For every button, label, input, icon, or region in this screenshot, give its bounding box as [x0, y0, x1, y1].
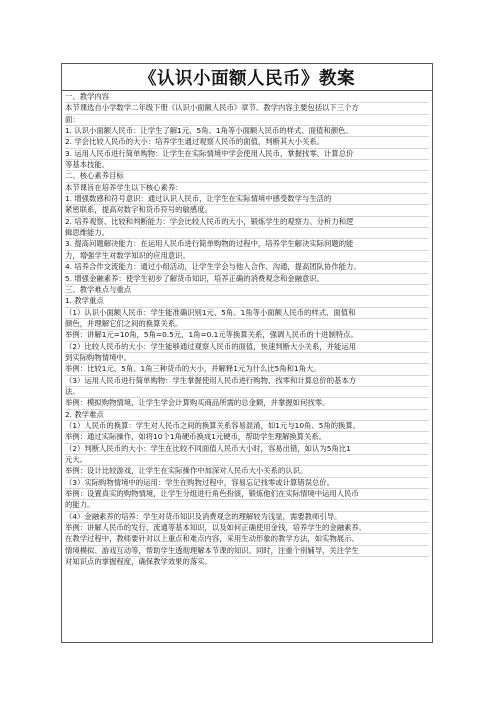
- text-line: 举例：比较1元、5角、1角三种货币的大小，并解释1元为什么比5角和1角大。: [65, 364, 429, 375]
- text-line: 在教学过程中，教师要针对以上重点和难点内容，采用生动形象的教学方法，如实物展示、: [65, 534, 429, 545]
- text-line: 颜色，并理解它们之间的换算关系。: [65, 319, 429, 330]
- text-line: 本节课选自小学数学二年级下册《认识小面额人民币》章节。教学内容主要包括以下三个方: [65, 103, 429, 114]
- text-line: 举例：模拟购物情境，让学生学会计算购买商品所需的总金额，并掌握如何找零。: [65, 398, 429, 409]
- text-line: （2）比较人民币的大小：学生能够通过观察人民币的面值，快速判断大小关系，并能运用: [65, 342, 429, 353]
- text-line: 举例：设置真实的购物情境，让学生分组进行角色扮演，锻炼他们在实际情境中运用人民币: [65, 489, 429, 500]
- text-line: 的能力。: [65, 500, 429, 511]
- text-line: 2. 培养观察、比较和判断能力：学会比较人民币的大小，锻炼学生的观察力、分析力和逻: [65, 217, 429, 228]
- text-line: （3）实际购物情境中的运用：学生在购物过程中，容易忘记找零或计算错误总价。: [65, 478, 429, 489]
- text-line: 举例：通过实际操作，如将10个1角硬币换成1元硬币，帮助学生理解换算关系。: [65, 432, 429, 443]
- document-title: 《认识小面额人民币》教案: [62, 64, 432, 91]
- text-line: 1. 增强数感和符号意识：通过认识人民币，让学生在实际情境中感受数学与生活的: [65, 194, 429, 205]
- lesson-plan-body: [62, 91, 432, 567]
- text-line: （1）认识小面额人民币：学生能准确识别1元、5角、1角等小面额人民币的样式、面值和: [65, 308, 429, 319]
- text-line: 情境模拟、游戏互动等，帮助学生透彻理解本节课的知识。同时，注重个别辅导，关注学生: [65, 546, 429, 557]
- text-line: 等基本技能。: [65, 160, 429, 171]
- text-line: 3. 运用人民币进行简单购物：让学生在实际情境中学会使用人民币，掌握找零、计算总价: [65, 149, 429, 160]
- text-line: 到实际购物情境中。: [65, 353, 429, 364]
- text-line: 举例：讲解1元=10角，5角=0.5元，1角=0.1元等换算关系，强调人民币的十进制特点。: [65, 330, 429, 341]
- text-line: 一、教学内容: [65, 92, 429, 103]
- text-line: 元大。: [65, 455, 429, 466]
- text-line: （4）金融素养的培养：学生对货币知识及消费观念的理解较为浅显，需要教师引导。: [65, 512, 429, 523]
- text-line: 举例：讲解人民币的发行、流通等基本知识，以及如何正确使用金钱，培养学生的金融素养。: [65, 523, 429, 534]
- text-line: 法。: [65, 387, 429, 398]
- text-line: 面：: [65, 115, 429, 126]
- text-line: （2）判断人民币的大小：学生在比较不同面值人民币大小时，容易出错，如认为5角比1: [65, 444, 429, 455]
- text-line: 5. 增强金融素养：使学生初步了解货币知识，培养正确的消费观念和金融意识。: [65, 274, 429, 285]
- text-line: 二、核心素养目标: [65, 171, 429, 182]
- text-line: 2. 教学难点: [65, 410, 429, 421]
- text-line: 1. 认识小面额人民币：让学生了解1元、5角、1角等小面额人民币的样式、面值和颜色。: [65, 126, 429, 137]
- text-line: 举例：设计比较游戏，让学生在实际操作中加深对人民币大小关系的认识。: [65, 466, 429, 477]
- text-line: 1. 教学重点: [65, 296, 429, 307]
- text-line: 对知识点的掌握程度，确保教学效果的落实。: [65, 557, 212, 567]
- text-line: 2. 学会比较人民币的大小：培养学生通过观察人民币的面值，判断其大小关系。: [65, 137, 429, 148]
- lesson-plan-table: [61, 63, 433, 643]
- text-line: （1）人民币的换算：学生对人民币之间的换算关系容易混淆，如1元与10角、5角的换算。: [65, 421, 429, 432]
- text-line: 三、教学难点与重点: [65, 285, 429, 296]
- text-line: 力，增强学生对数学知识的应用意识。: [65, 251, 429, 262]
- text-line: 辑思维能力。: [65, 228, 429, 239]
- text-line: 本节课旨在培养学生以下核心素养：: [65, 183, 429, 194]
- text-line: 3. 提高问题解决能力：在运用人民币进行简单购物的过程中，培养学生解决实际问题的能: [65, 239, 429, 250]
- text-line: 紧密联系，提高对数字和货币符号的敏感度。: [65, 205, 429, 216]
- text-line: 4. 培养合作交流能力：通过小组活动，让学生学会与他人合作、沟通，提高团队协作能力。: [65, 262, 429, 273]
- text-line: （3）运用人民币进行简单购物：学生掌握使用人民币进行购物、找零和计算总价的基本方: [65, 376, 429, 387]
